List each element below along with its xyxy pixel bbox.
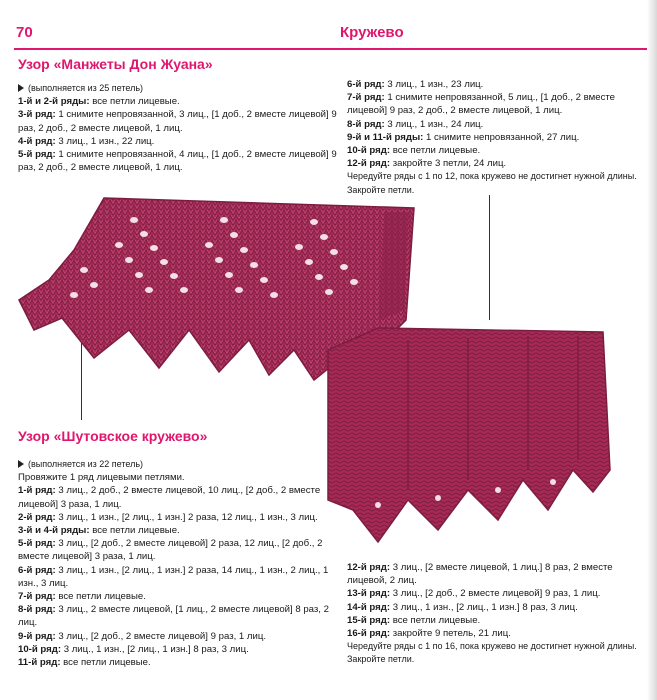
row-text: 3 лиц., 2 вместе лицевой, [1 лиц., 2 вместе лицевой] 8 раз, 2 лиц. bbox=[18, 604, 329, 629]
pattern1-repeat-note: Чередуйте ряды с 1 по 12, пока кружево не достигнет нужной длины. Закройте петли. bbox=[347, 171, 637, 195]
row-text: 1 снимите непровязанной, 4 лиц., [1 доб., 2 вместе лицевой] 9 раз, 2 доб., 2 вместе лицевой, 1 лиц. bbox=[18, 149, 337, 174]
row-text: 3 лиц., [2 доб., 2 вместе лицевой] 9 раз, 1 лиц. bbox=[55, 630, 267, 642]
row-label: 2-й ряд: bbox=[18, 511, 56, 523]
pattern2-rows-left bbox=[18, 484, 336, 669]
row-label: 10-й ряд: bbox=[347, 145, 391, 157]
pattern1-rows-right bbox=[347, 78, 652, 170]
instruction-row bbox=[18, 95, 338, 108]
instruction-row bbox=[18, 537, 336, 563]
pattern1-rows-left bbox=[18, 95, 338, 174]
row-label: 12-й ряд: bbox=[347, 562, 391, 573]
row-text: 1 снимите непровязанной, 27 лиц. bbox=[423, 131, 580, 143]
row-text: 3 лиц., 2 доб., 2 вместе лицевой, 10 лиц., [2 доб., 2 вместе лицевой] 3 раза, 1 лиц. bbox=[18, 485, 321, 510]
callout-line-pattern1 bbox=[489, 195, 490, 320]
row-label: 16-й ряд: bbox=[347, 628, 391, 640]
pattern1-instructions-right bbox=[347, 78, 652, 197]
instruction-row bbox=[18, 524, 336, 537]
row-text: 3 лиц., 1 изн., 24 лиц. bbox=[384, 118, 484, 130]
pattern2-intro: Провяжите 1 ряд лицевыми петлями. bbox=[18, 472, 185, 484]
instruction-row bbox=[347, 131, 652, 144]
page-number: 70 bbox=[16, 24, 33, 41]
row-label: 1-й и 2-й ряды: bbox=[18, 96, 90, 108]
instruction-row bbox=[18, 511, 336, 524]
row-text: 3 лиц., [2 доб., 2 вместе лицевой] 2 раза, 12 лиц., [2 доб., 2 вместе лицевой] 3 раза, 1 лиц. bbox=[18, 538, 323, 563]
row-text: все петли лицевые. bbox=[89, 96, 180, 108]
row-text: 3 лиц., [2 вместе лицевой, 1 лиц.] 8 раз, 2 вместе лицевой, 2 лиц. bbox=[347, 562, 613, 587]
pattern2-stitches-note: (выполняется из 22 петель) bbox=[18, 458, 336, 471]
row-label: 6-й ряд: bbox=[347, 79, 385, 90]
row-label: 10-й ряд: bbox=[18, 643, 62, 655]
instruction-row bbox=[347, 601, 652, 614]
row-text: 3 лиц., [2 доб., 2 вместе лицевой] 9 раз, 1 лиц. bbox=[390, 588, 601, 600]
instruction-row bbox=[18, 603, 336, 629]
row-label: 6-й ряд: bbox=[18, 564, 56, 576]
row-text: 3 лиц., 1 изн., [2 лиц., 1 изн.] 2 раза, 14 лиц., 1 изн., 2 лиц., 1 изн., 3 лиц. bbox=[18, 564, 329, 589]
row-label: 1-й ряд: bbox=[18, 485, 56, 497]
row-text: 3 лиц., 1 изн., [2 лиц., 1 изн.] 8 раз, 3 лиц. bbox=[61, 643, 249, 655]
row-label: 4-й ряд: bbox=[18, 135, 56, 147]
row-label: 12-й ряд: bbox=[347, 158, 391, 170]
row-text: 3 лиц., 1 изн., 22 лиц. bbox=[55, 135, 155, 147]
instruction-row bbox=[347, 561, 652, 587]
triangle-bullet-icon bbox=[18, 460, 24, 468]
pattern2-closing: Закройте петли. bbox=[347, 654, 415, 665]
instruction-row bbox=[18, 148, 338, 174]
pattern2-instructions-right bbox=[347, 561, 652, 667]
triangle-bullet-icon bbox=[18, 84, 24, 92]
pattern2-swatch-photo bbox=[318, 320, 614, 545]
instruction-row bbox=[18, 484, 336, 510]
instruction-row bbox=[18, 564, 336, 590]
row-label: 11-й ряд: bbox=[18, 657, 61, 669]
instruction-row bbox=[347, 157, 652, 170]
row-label: 14-й ряд: bbox=[347, 601, 391, 613]
row-label: 9-й и 11-й ряды: bbox=[347, 131, 424, 143]
pattern2-instructions-left bbox=[18, 458, 336, 669]
instruction-row bbox=[18, 630, 336, 643]
row-text: все петли лицевые. bbox=[55, 591, 146, 603]
instruction-row bbox=[347, 78, 652, 91]
row-text: все петли лицевые. bbox=[390, 145, 481, 157]
instruction-row bbox=[347, 144, 652, 157]
instruction-row bbox=[347, 627, 652, 640]
row-label: 7-й ряд: bbox=[347, 92, 385, 104]
row-text: закройте 3 петли, 24 лиц. bbox=[390, 158, 507, 170]
row-text: 3 лиц., 1 изн., [2 лиц., 1 изн.] 8 раз, 3 лиц. bbox=[390, 601, 578, 613]
pattern1-stitches-note: (выполняется из 25 петель) bbox=[18, 82, 338, 95]
row-label: 5-й ряд: bbox=[18, 149, 56, 161]
row-label: 5-й ряд: bbox=[18, 538, 56, 550]
instruction-row bbox=[347, 91, 652, 117]
pattern1-instructions-left bbox=[18, 82, 338, 174]
row-label: 9-й ряд: bbox=[18, 630, 56, 642]
row-text: все петли лицевые. bbox=[60, 657, 151, 669]
pattern1-title: Узор «Манжеты Дон Жуана» bbox=[18, 56, 213, 72]
row-text: 1 снимите непровязанной, 5 лиц., [1 доб., 2 вместе лицевой] 9 раз, 2 доб., 2 вместе лицевой, 1 лиц. bbox=[347, 92, 616, 117]
row-label: 8-й ряд: bbox=[347, 118, 385, 130]
header-rule bbox=[14, 48, 657, 50]
row-label: 3-й ряд: bbox=[18, 109, 56, 121]
instruction-row bbox=[18, 135, 338, 148]
instruction-row bbox=[18, 643, 336, 656]
instruction-row bbox=[347, 587, 652, 600]
row-label: 3-й и 4-й ряды: bbox=[18, 525, 90, 537]
row-text: 3 лиц., 1 изн., [2 лиц., 1 изн.] 2 раза, 12 лиц., 1 изн., 3 лиц. bbox=[55, 511, 318, 523]
row-label: 13-й ряд: bbox=[347, 588, 391, 600]
row-text: 3 лиц., 1 изн., 23 лиц. bbox=[384, 79, 484, 90]
instruction-row bbox=[347, 118, 652, 131]
row-text: закройте 9 петель, 21 лиц. bbox=[390, 628, 511, 640]
pattern2-rows-right bbox=[347, 561, 652, 640]
instruction-row bbox=[347, 614, 652, 627]
row-label: 7-й ряд: bbox=[18, 591, 56, 603]
instruction-row bbox=[18, 656, 336, 669]
row-label: 8-й ряд: bbox=[18, 604, 56, 616]
instruction-row bbox=[18, 590, 336, 603]
instruction-row bbox=[18, 108, 338, 134]
row-label: 15-й ряд: bbox=[347, 614, 391, 626]
pattern2-title: Узор «Шутовское кружево» bbox=[18, 428, 208, 444]
pattern2-repeat-note: Чередуйте ряды с 1 по 16, пока кружево не достигнет нужной длины. bbox=[347, 641, 637, 652]
row-text: все петли лицевые. bbox=[390, 614, 481, 626]
chapter-title: Кружево bbox=[340, 24, 404, 41]
row-text: 1 снимите непровязанной, 3 лиц., [1 доб., 2 вместе лицевой] 9 раз, 2 доб., 2 вместе лицевой, 1 лиц. bbox=[18, 109, 337, 134]
row-text: все петли лицевые. bbox=[89, 525, 180, 537]
